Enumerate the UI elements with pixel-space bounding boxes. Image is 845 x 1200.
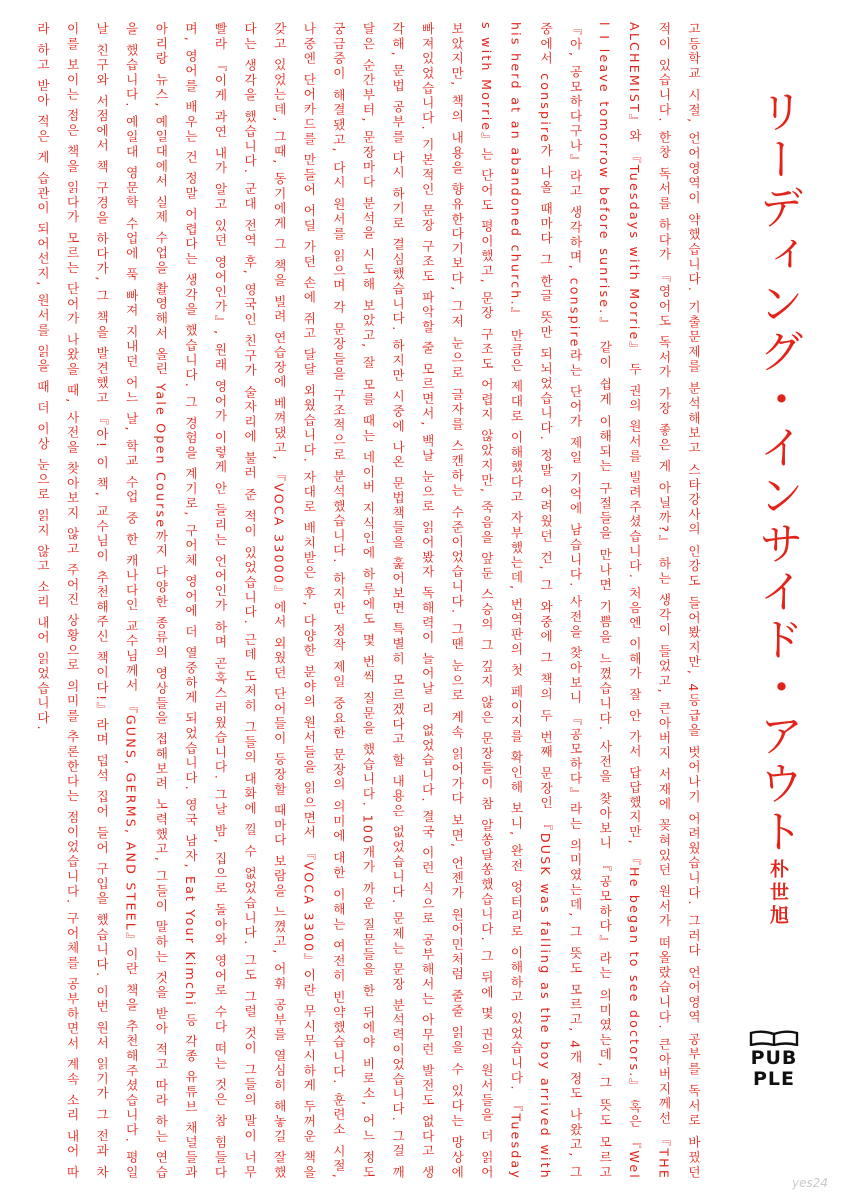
publisher-logo: [748, 1030, 800, 1092]
publisher-name-line1: PUB: [750, 1047, 798, 1069]
watermark: yes24: [792, 1176, 829, 1190]
body-paragraph: 고등학교 시절, 언어영역이 약했습니다. 기출문제를 분석해보고 스타강사의 인강도 들어봤지만, 4등급을 벗어나기 어려웠습니다. 그러다 언어영역 공부를 독서로 바꿨던 적이 있습니다. 한창 독서를 하다가 『영어도 독서가 가장 좋은 게 아닐까?』 하는 생각이 들었고, 큰아버지 서재에 꽂혀있던 원서가 떠올랐습니다. 큰아버지께선 『THE ALCHEMIST』와 『Tuesdays with Morrie』 두 권의 원서를 빌려주셨습니다. 처음엔 이해가 잘 안 가서 답답했지만, 『He began to see doctors.』 혹은 『Well I leave tomorrow before sunrise.』 같이 쉽게 이해되는 구절들을 만나면 기쁨을 느꼈습니다. 사전을 찾아보니 『공모하다』라는 의미였는데, 그 뜻도 모르고 『아, 공모하다구나』라고 생각하며, conspire라는 단어가 제일 기억에 남습니다. 사전을 찾아보니 『공모하다』라는 의미였는데, 그 뜻도 모르고, 4개 정도 나왔고, 그중에서 conspire가 나올 때마다 그 한글 뜻만 되뇌었습니다. 정말 어려웠던 건, 그 와중에 그 책의 두 번째 문장인 『DUSK was falling as the boy arrived with his herd at an abandoned church.』 만큼은 제대로 이해했다고 자부했는데, 번역판의 첫 페이지를 확인해 보니, 완전 엉터리로 이해하고 있었습니다. 『Tuesdays with Morrie』는 단어도 평이했고, 문장 구조도 어렵지 않았지만, 죽음을 앞둔 스승의 그 깊지 않은 문장들이 참 알쏭달쏭했습니다. 그 뒤에 몇 권의 원서들을 더 읽어보았지만, 책의 내용을 향유한다기보다, 그저 눈으로 글자를 스캔하는 수준이었습니다. 그땐 눈으로 계속 읽어가다 보면, 언젠가 원어민처럼 줄줄 읽을 수 있다는 망상에 빠져있었습니다. 기본적인 문장 구조도 파악할 줄 모르면서, 백날 눈으로 읽어봤자 독해력이 늘어날 리 없었습니다. 결국 이런 식으로 공부해서는 아무런 발전도 없다고 생각해, 문법 공부를 다시 하기로 결심했습니다. 하지만 시중에 나온 문법책들을 훑어보면 특별히 모르겠다고 할 내용은 없었습니다. 문제는 문장 분석력이었습니다. 그걸 깨달은 순간부터, 문장마다 분석을 시도해 보았고, 잘 모를 때는 네이버 지식인에 하루에도 몇 번씩 질문을 했습니다. 100개가 까운 질문들을 한 뒤에야 비로소, 어느 정도 궁금증이 해결됐고, 다시 원서를 읽으며 각 문장들을 구조적으로 분석했습니다. 하지만 정작 제일 중요한 문장의 의미에 대한 이해는 여전히 빈약했습니다. 훈련소 시절, 나중엔 단어카드를 만들어 어딜 가던 손에 쥐고 달달 외웠습니다. 자대로 배치받은 후, 다양한 분야의 원서들을 읽으면서 『VOCA 3300』이란 무시무시하게 두꺼운 책을 갖고 있었는데, 그때, 동기에게 그 책을 빌려 연습장에 베껴댔고, 『VOCA 33000』에서 외웠던 단어들이 등장할 때마다 보람을 느꼈고, 어휘 공부를 열심히 해놓길 잘했다는 생각을 했습니다. 군대 전역 후, 영국인 친구가 술자리에 불러 준 적이 있었습니다. 근데 도저히 그들의 대화에 낄 수 없었습니다. 그도 그럴 것이 그들의 말이 너무 빨라 『이게 과연 내가 알고 있던 영어인가』, 원래 영어가 이렇게 안 들리는 언어인가 하며 곤혹스러웠습니다. 그날 밤, 집으로 돌아와 영어로 수다 떠는 것은 참 힘들다며, 영어를 배우는 건 정말 어렵다는 생각을 했습니다. 그 경험을 계기로, 구어체 영어에 더 열중하게 되었습니다. 영국 남자, Eat Your Kimchi 등 각종 유튜브 채널들과 아리랑 뉴스, 예일대에서 실제 수업을 촬영해서 올린 Yale Open Course까지 다양한 종류의 영상들을 접해보려 노력했고, 그들이 말하는 것을 받아 적고 따라 하는 연습을 했습니다. 예일대 영문학 수업에 푹 빠져 지내던 어느 날, 학교 수업 중 한 캐나다인 교수님께서 『GUNS, GERMS, AND STEEL』이란 책을 추천해주셨습니다. 평일 날 친구와 서점에서 책 구경을 하다가, 그 책을 발견했고 『아! 이 책, 교수님이 추천해주신 책이다!』라며 덥석 집어 들어 구입을 했습니다. 이번 원서 읽기가 그 전과 차이를 보이는 점은 책을 읽다가 모르는 단어가 나왔을 때, 사전을 찾아보지 않고 주어진 상황으로 의미를 추론한다는 점이었습니다. 구어체를 공부하면서 계속 소리 내어 따라 하고 받아 적은 게 습관이 되어선지, 원서를 읽을 때 더 이상 눈으로 읽지 않고 소리 내어 읽었습니다.: [34, 22, 701, 1180]
cover-body-text: [18, 22, 708, 1180]
author-name: 朴世旭: [767, 858, 789, 928]
open-book-icon: [748, 1030, 800, 1046]
book-title: リーディング・インサイド・アウト: [751, 88, 804, 856]
publisher-name-line2: PLE: [752, 1068, 795, 1090]
